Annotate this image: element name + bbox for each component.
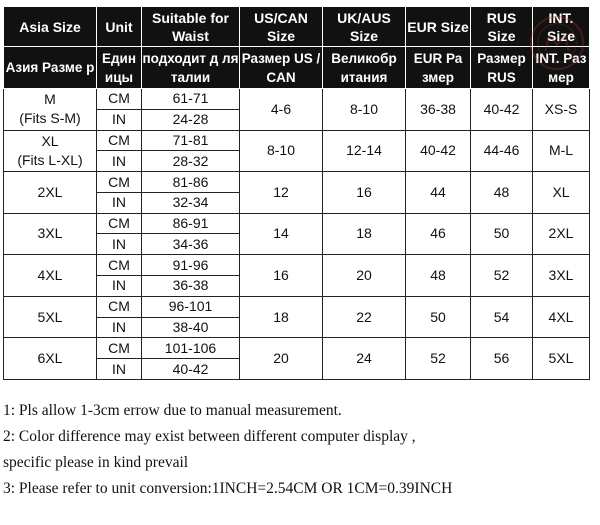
- header-row-english: [4, 7, 590, 47]
- asia-size-label: 5XL: [37, 308, 63, 325]
- table-row: [4, 338, 590, 359]
- us-can-size-cell: 8-10: [240, 130, 323, 172]
- uk-aus-size-cell: 12-14: [323, 130, 406, 172]
- unit-cm-cell: CM: [97, 338, 142, 359]
- unit-in-cell: IN: [97, 151, 142, 172]
- waist-in-cell: 36-38: [142, 276, 240, 297]
- asia-size-cell: [4, 255, 97, 297]
- int-size-cell: M-L: [533, 130, 590, 172]
- waist-in-cell: 28-32: [142, 151, 240, 172]
- int-size-cell: XL: [533, 172, 590, 214]
- int-size-cell: XS-S: [533, 89, 590, 131]
- us-can-size-cell: 12: [240, 172, 323, 214]
- asia-size-fits: (Fits L-XL): [17, 151, 83, 168]
- header-ru-unit: Един ицы: [97, 47, 142, 89]
- eur-size-cell: 50: [406, 296, 471, 338]
- asia-size-cell: [4, 338, 97, 380]
- eur-size-cell: 46: [406, 213, 471, 255]
- header-row-russian: [4, 47, 590, 89]
- table-row: [4, 213, 590, 234]
- us-can-size-cell: 20: [240, 338, 323, 380]
- us-can-size-cell: 18: [240, 296, 323, 338]
- unit-in-cell: IN: [97, 359, 142, 380]
- unit-cm-cell: CM: [97, 296, 142, 317]
- uk-aus-size-cell: 20: [323, 255, 406, 297]
- unit-cm-cell: CM: [97, 255, 142, 276]
- header-rus: RUS Size: [471, 7, 533, 47]
- note-unit-conversion: 3: Please refer to unit conversion:1INCH=2.54CM OR 1CM=0.39INCH: [3, 480, 453, 497]
- waist-in-cell: 32-34: [142, 192, 240, 213]
- asia-size-label: 3XL: [37, 225, 63, 242]
- asia-size-cell: [4, 89, 97, 131]
- waist-cm-cell: 81-86: [142, 172, 240, 193]
- header-ru-uk: Великобр итания: [323, 47, 406, 89]
- header-ru-int: INT. Раз мер: [533, 47, 590, 89]
- asia-size-label: XL: [41, 132, 59, 149]
- us-can-size-cell: 16: [240, 255, 323, 297]
- asia-size-label: M: [44, 91, 56, 108]
- size-chart-table: [3, 6, 590, 380]
- waist-cm-cell: 86-91: [142, 213, 240, 234]
- unit-cm-cell: CM: [97, 89, 142, 110]
- int-size-cell: 2XL: [533, 213, 590, 255]
- asia-size-cell: [4, 213, 97, 255]
- note-measurement: 1: Pls allow 1-3cm errow due to manual measurement.: [3, 402, 342, 419]
- header-eur: EUR Size: [406, 7, 471, 47]
- table-row: [4, 172, 590, 193]
- rus-size-cell: 40-42: [471, 89, 533, 131]
- eur-size-cell: 40-42: [406, 130, 471, 172]
- asia-size-cell: [4, 296, 97, 338]
- eur-size-cell: 52: [406, 338, 471, 380]
- table-row: [4, 296, 590, 317]
- header-int: INT. Size: [533, 7, 590, 47]
- asia-size-cell: [4, 130, 97, 172]
- waist-cm-cell: 91-96: [142, 255, 240, 276]
- rus-size-cell: 44-46: [471, 130, 533, 172]
- asia-size-label: 2XL: [37, 183, 63, 200]
- waist-cm-cell: 101-106: [142, 338, 240, 359]
- header-ru-eur: EUR Ра змер: [406, 47, 471, 89]
- asia-size-label: 6XL: [37, 350, 63, 367]
- asia-size-fits: (Fits S-M): [19, 110, 81, 127]
- header-us-can: US/CAN Size: [240, 7, 323, 47]
- header-ru-waist: подходит д ля талии: [142, 47, 240, 89]
- unit-in-cell: IN: [97, 317, 142, 338]
- int-size-cell: 3XL: [533, 255, 590, 297]
- waist-in-cell: 40-42: [142, 359, 240, 380]
- rus-size-cell: 50: [471, 213, 533, 255]
- table-row: [4, 255, 590, 276]
- unit-in-cell: IN: [97, 109, 142, 130]
- unit-in-cell: IN: [97, 276, 142, 297]
- rus-size-cell: 54: [471, 296, 533, 338]
- rus-size-cell: 48: [471, 172, 533, 214]
- uk-aus-size-cell: 18: [323, 213, 406, 255]
- asia-size-label: 4XL: [37, 267, 63, 284]
- us-can-size-cell: 14: [240, 213, 323, 255]
- int-size-cell: 4XL: [533, 296, 590, 338]
- header-uk-aus: UK/AUS Size: [323, 7, 406, 47]
- waist-in-cell: 24-28: [142, 109, 240, 130]
- uk-aus-size-cell: 16: [323, 172, 406, 214]
- int-size-cell: 5XL: [533, 338, 590, 380]
- header-unit: Unit: [97, 7, 142, 47]
- rus-size-cell: 56: [471, 338, 533, 380]
- header-ru-asia-size: Азия Разме р: [4, 47, 97, 89]
- waist-cm-cell: 96-101: [142, 296, 240, 317]
- eur-size-cell: 44: [406, 172, 471, 214]
- uk-aus-size-cell: 8-10: [323, 89, 406, 131]
- unit-cm-cell: CM: [97, 130, 142, 151]
- waist-in-cell: 38-40: [142, 317, 240, 338]
- note-color-difference: 2: Color difference may exist between different computer display ,: [3, 428, 416, 445]
- unit-cm-cell: CM: [97, 213, 142, 234]
- waist-in-cell: 34-36: [142, 234, 240, 255]
- notes-section: [3, 398, 597, 502]
- header-asia-size: Asia Size: [4, 7, 97, 47]
- waist-cm-cell: 71-81: [142, 130, 240, 151]
- header-ru-rus: Размер RUS: [471, 47, 533, 89]
- eur-size-cell: 36-38: [406, 89, 471, 131]
- uk-aus-size-cell: 22: [323, 296, 406, 338]
- table-row: [4, 130, 590, 151]
- asia-size-cell: [4, 172, 97, 214]
- us-can-size-cell: 4-6: [240, 89, 323, 131]
- header-waist: Suitable for Waist: [142, 7, 240, 47]
- header-ru-us-can: Размер US / CAN: [240, 47, 323, 89]
- unit-in-cell: IN: [97, 234, 142, 255]
- uk-aus-size-cell: 24: [323, 338, 406, 380]
- unit-cm-cell: CM: [97, 172, 142, 193]
- note-color-difference-cont: specific please in kind prevail: [3, 454, 189, 471]
- waist-cm-cell: 61-71: [142, 89, 240, 110]
- eur-size-cell: 48: [406, 255, 471, 297]
- rus-size-cell: 52: [471, 255, 533, 297]
- unit-in-cell: IN: [97, 192, 142, 213]
- table-row: [4, 89, 590, 110]
